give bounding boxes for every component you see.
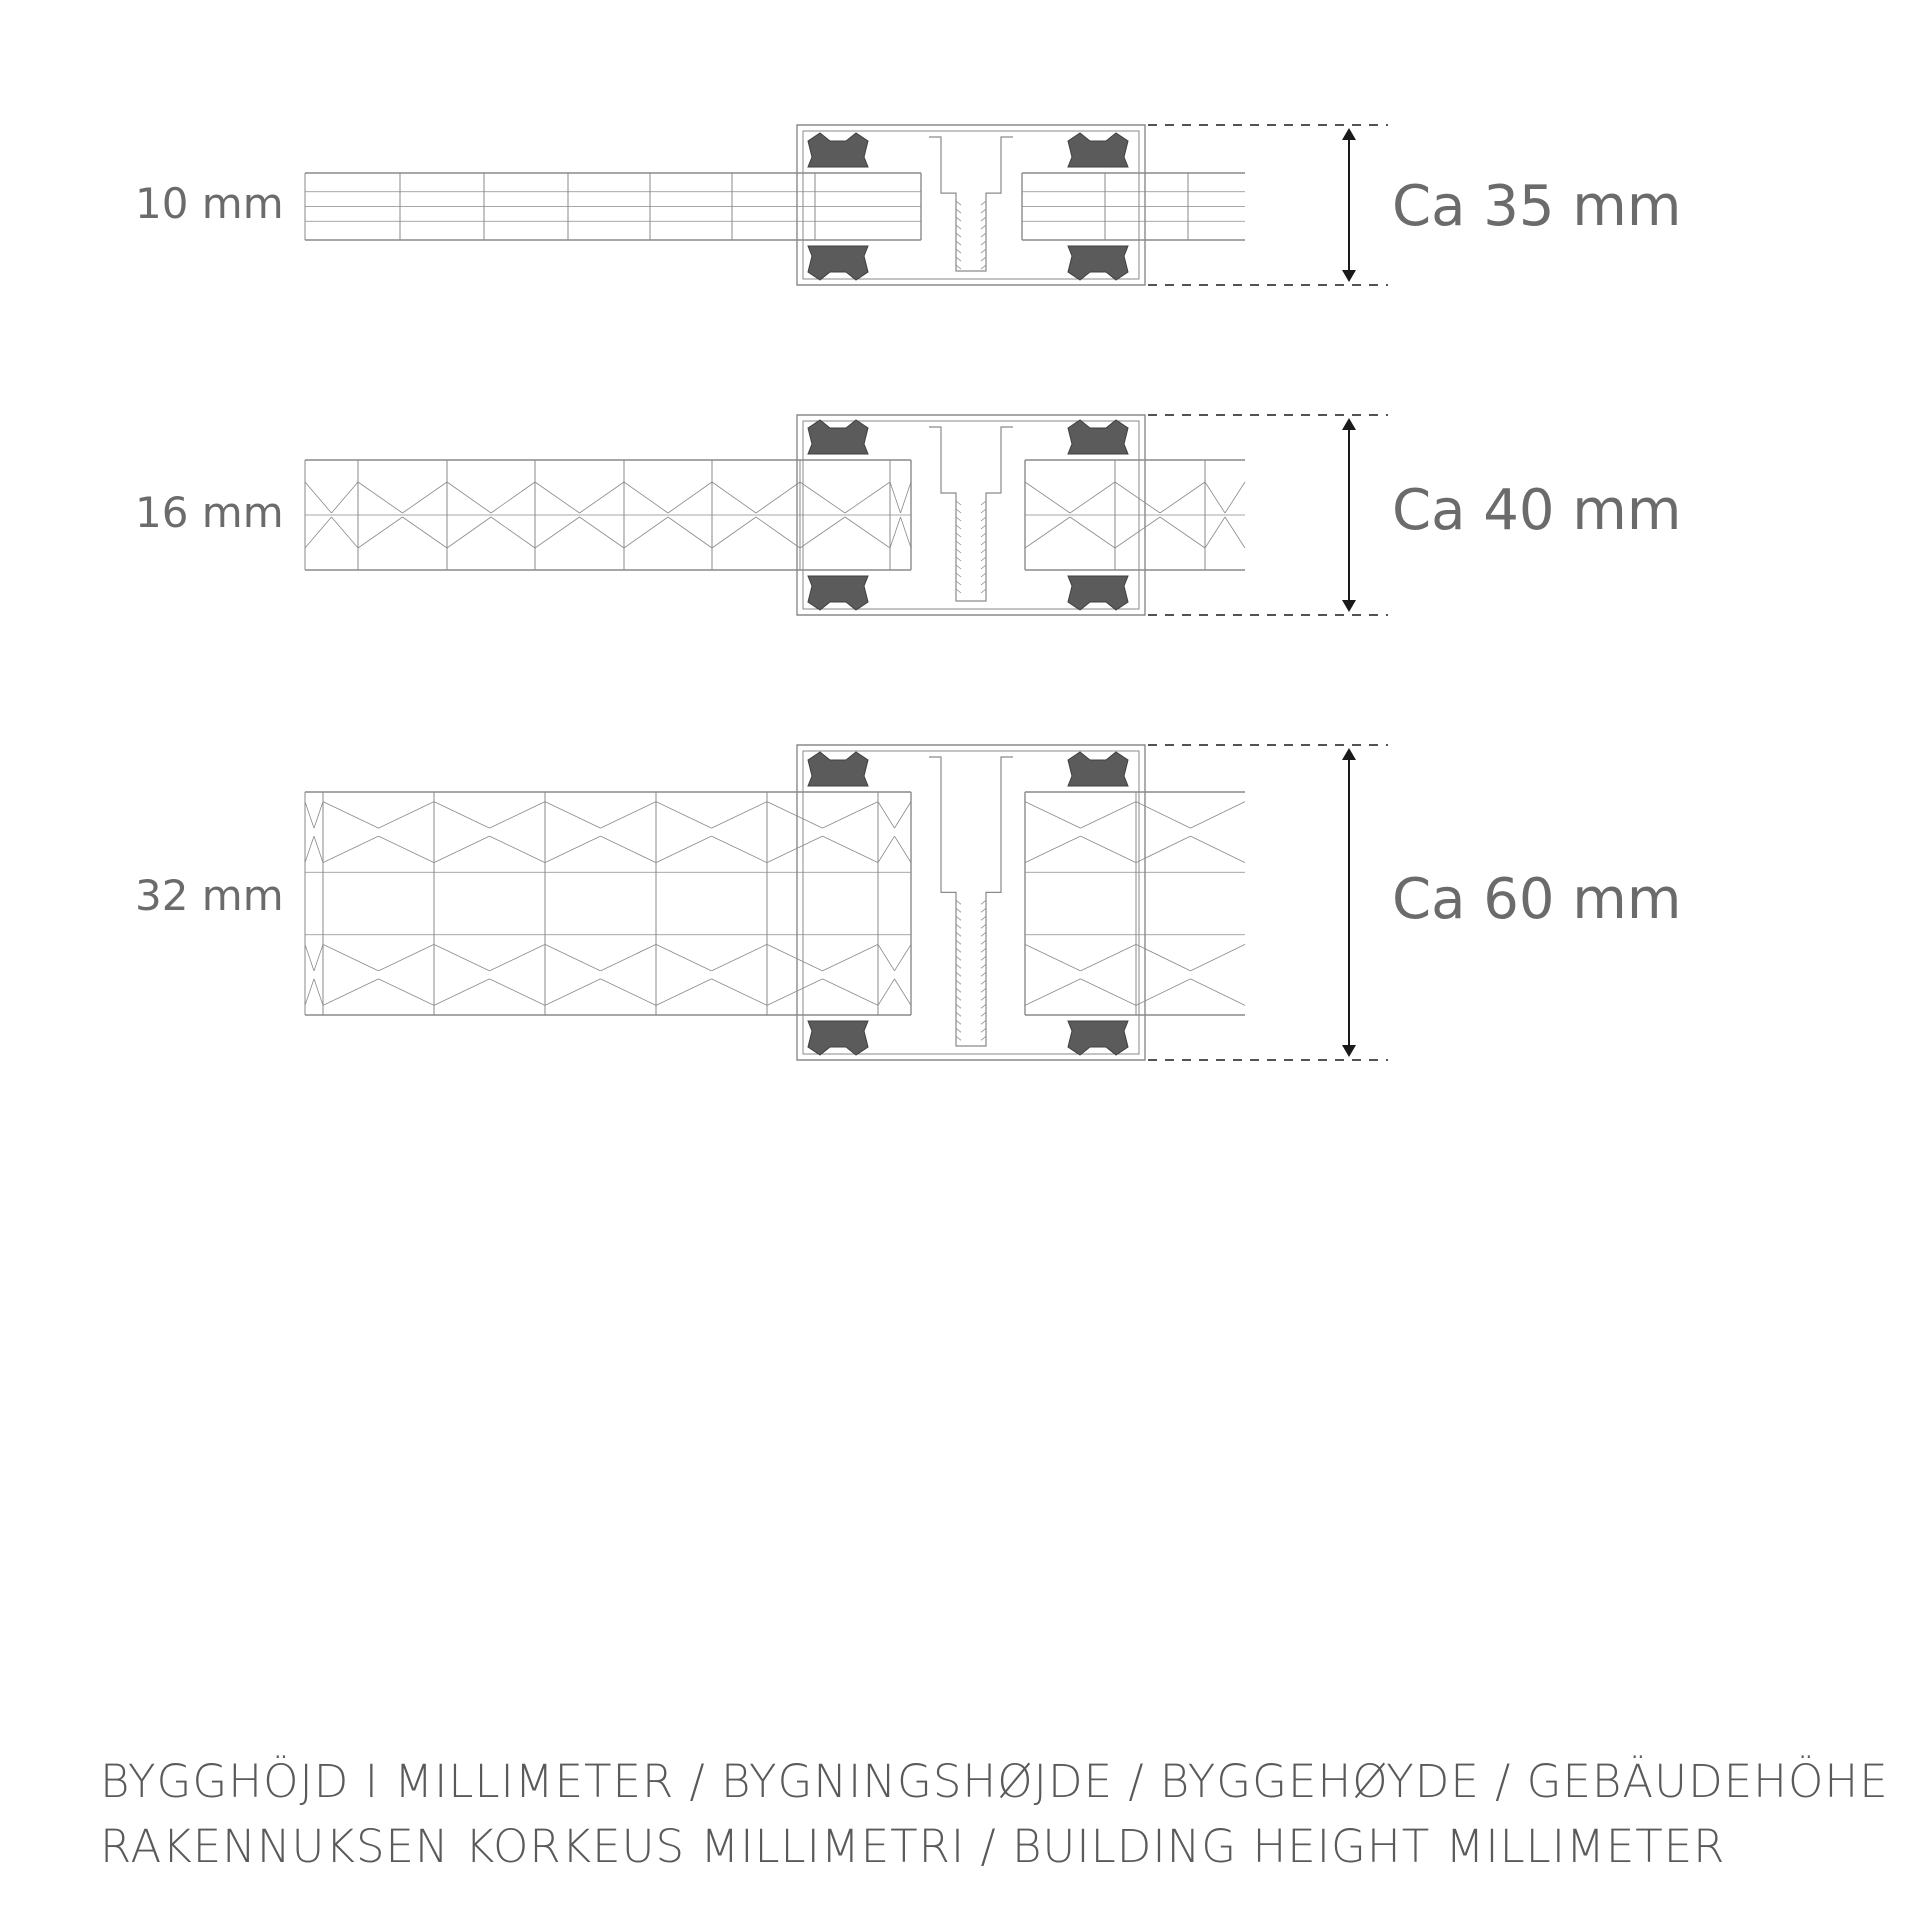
screw-channel [929, 757, 1013, 1046]
panel-truss [601, 979, 657, 1005]
panel-truss [624, 517, 668, 548]
panel-truss [379, 802, 435, 828]
panel-truss [580, 517, 625, 548]
building-height-label: Ca 40 mm [1392, 478, 1682, 543]
panel-truss [878, 979, 895, 1005]
screw-thread [981, 201, 986, 205]
rubber-gasket [808, 246, 868, 280]
panel-truss [1205, 517, 1225, 548]
screw-thread [981, 908, 986, 912]
screw-thread [981, 996, 986, 1000]
panel-truss [314, 836, 323, 862]
screw-thread [956, 1012, 961, 1016]
panel-truss [1081, 802, 1137, 828]
screw-thread [956, 980, 961, 984]
rubber-gasket [1068, 1021, 1128, 1055]
panel-truss [1205, 482, 1225, 513]
screw-thread [981, 209, 986, 213]
screw-thread [956, 916, 961, 920]
panel-truss [434, 836, 490, 862]
screw-thread [981, 265, 986, 269]
polycarbonate-panel-left [305, 173, 921, 240]
panel-truss [1136, 802, 1191, 828]
screw-thread [956, 501, 961, 505]
panel-truss [447, 517, 491, 548]
panel-truss [490, 979, 546, 1005]
panel-truss [1191, 979, 1246, 1005]
screw-thread [981, 517, 986, 521]
panel-thickness-label: 10 mm [135, 179, 284, 228]
rubber-gasket [1068, 752, 1128, 786]
arrow-head-down [1342, 600, 1356, 612]
rubber-gasket [1068, 576, 1128, 610]
screw-thread [956, 549, 961, 553]
screw-thread [981, 525, 986, 529]
screw-thread [956, 201, 961, 205]
panel-truss [305, 802, 314, 828]
arrow-head-down [1342, 1045, 1356, 1057]
screw-thread [956, 265, 961, 269]
rubber-gasket [808, 420, 868, 454]
panel-truss [767, 944, 823, 970]
building-height-label: Ca 60 mm [1392, 867, 1682, 932]
screw-thread [981, 257, 986, 261]
panel-truss [1115, 517, 1160, 548]
panel-truss [823, 836, 879, 862]
rubber-gasket [808, 133, 868, 167]
panel-truss [800, 517, 845, 548]
screw-thread [956, 525, 961, 529]
panel-truss [1081, 836, 1137, 862]
panel-truss [323, 979, 379, 1005]
panel-truss [712, 482, 756, 513]
profile-row-16mm [135, 478, 1681, 543]
panel-truss [668, 482, 712, 513]
arrow-head-down [1342, 270, 1356, 282]
panel-truss [712, 836, 768, 862]
screw-thread [981, 509, 986, 513]
polycarbonate-panel-right [1025, 460, 1245, 570]
panel-truss [656, 979, 712, 1005]
panel-truss [767, 979, 823, 1005]
panel-truss [800, 482, 845, 513]
panel-truss [1025, 836, 1081, 862]
building-height-label: Ca 35 mm [1392, 174, 1682, 239]
screw-thread [981, 932, 986, 936]
screw-thread [956, 940, 961, 944]
screw-thread [956, 972, 961, 976]
screw-thread [956, 509, 961, 513]
screw-thread [981, 581, 986, 585]
screw-thread [981, 972, 986, 976]
panel-truss [1025, 802, 1081, 828]
screw-thread [981, 1012, 986, 1016]
panel-truss [890, 482, 901, 513]
panel-truss [656, 836, 712, 862]
panel-truss [332, 482, 359, 513]
panel-truss [358, 517, 403, 548]
polycarbonate-panel-right [1022, 173, 1245, 240]
panel-truss [756, 517, 800, 548]
screw-thread [956, 565, 961, 569]
screw-channel [929, 427, 1013, 601]
polycarbonate-panel-left [305, 792, 911, 1015]
screw-thread [981, 501, 986, 505]
panel-truss [845, 482, 890, 513]
panel-truss [305, 944, 314, 970]
screw-thread [956, 988, 961, 992]
panel-truss [1070, 482, 1115, 513]
panel-truss [624, 482, 668, 513]
screw-thread [981, 549, 986, 553]
rubber-gasket [808, 576, 868, 610]
dimension-marker [1148, 125, 1388, 285]
panel-truss [1160, 517, 1205, 548]
screw-thread [981, 589, 986, 593]
panel-truss [712, 944, 768, 970]
panel-truss [890, 517, 901, 548]
panel-truss [358, 482, 403, 513]
panel-truss [601, 944, 657, 970]
panel-truss [545, 979, 601, 1005]
panel-truss [895, 836, 912, 862]
screw-thread [956, 996, 961, 1000]
screw-thread [981, 964, 986, 968]
panel-truss [379, 944, 435, 970]
rubber-gasket [1068, 133, 1128, 167]
profile-inner-outline [803, 751, 1139, 1054]
panel-truss [434, 802, 490, 828]
screw-thread [956, 900, 961, 904]
panel-truss [403, 482, 448, 513]
panel-truss [1191, 944, 1246, 970]
panel-truss [901, 517, 912, 548]
screw-thread [956, 1020, 961, 1024]
arrow-head-up [1342, 418, 1356, 430]
panel-truss [332, 517, 359, 548]
panel-truss [490, 802, 546, 828]
screw-thread [981, 1004, 986, 1008]
panel-thickness-label: 16 mm [135, 488, 284, 537]
panel-truss [895, 979, 912, 1005]
panel-truss [305, 482, 332, 513]
screw-thread [956, 257, 961, 261]
panel-truss [1225, 517, 1245, 548]
screw-thread [981, 956, 986, 960]
profile-row-32mm [135, 867, 1681, 932]
rubber-gasket [1068, 246, 1128, 280]
screw-thread [981, 1028, 986, 1032]
screw-thread [956, 1028, 961, 1032]
screw-thread [981, 916, 986, 920]
panel-truss [379, 836, 435, 862]
screw-thread [981, 924, 986, 928]
panel-truss [601, 802, 657, 828]
panel-truss [1025, 944, 1081, 970]
screw-thread [981, 573, 986, 577]
screw-thread [981, 565, 986, 569]
screw-thread [956, 964, 961, 968]
panel-truss [767, 802, 823, 828]
panel-truss [1191, 836, 1246, 862]
caption-line-2: RAKENNUKSEN KORKEUS MILLIMETRI / BUILDING HEIGHT MILLIMETER [100, 1820, 1726, 1873]
panel-truss [756, 482, 800, 513]
panel-truss [314, 944, 323, 970]
arrow-head-up [1342, 128, 1356, 140]
arrow-head-up [1342, 748, 1356, 760]
panel-truss [580, 482, 625, 513]
panel-truss [1225, 482, 1245, 513]
screw-thread [981, 988, 986, 992]
rubber-gasket [808, 1021, 868, 1055]
screw-thread [981, 557, 986, 561]
screw-thread [981, 1036, 986, 1040]
profile-assembly [305, 745, 1388, 1060]
panel-truss [845, 517, 890, 548]
panel-truss [545, 802, 601, 828]
profile-assembly [305, 125, 1388, 285]
panel-truss [305, 979, 314, 1005]
rubber-gasket [1068, 420, 1128, 454]
screw-thread [956, 517, 961, 521]
screw-thread [956, 557, 961, 561]
panel-truss [823, 944, 879, 970]
panel-truss [601, 836, 657, 862]
screw-thread [956, 541, 961, 545]
screw-thread [981, 241, 986, 245]
panel-truss [323, 802, 379, 828]
panel-truss [895, 944, 912, 970]
screw-thread [956, 209, 961, 213]
screw-thread [956, 581, 961, 585]
panel-truss [767, 836, 823, 862]
panel-truss [1191, 802, 1246, 828]
panel-truss [403, 517, 448, 548]
screw-thread [956, 1036, 961, 1040]
panel-truss [878, 802, 895, 828]
screw-thread [956, 217, 961, 221]
panel-truss [305, 517, 332, 548]
screw-thread [981, 541, 986, 545]
panel-truss [823, 802, 879, 828]
panel-truss [1070, 517, 1115, 548]
panel-truss [823, 979, 879, 1005]
screw-thread [956, 924, 961, 928]
screw-thread [956, 249, 961, 253]
panel-truss [668, 517, 712, 548]
screw-thread [981, 249, 986, 253]
panel-truss [1081, 944, 1137, 970]
screw-thread [981, 233, 986, 237]
panel-truss [314, 979, 323, 1005]
screw-thread [981, 225, 986, 229]
panel-truss [878, 944, 895, 970]
screw-thread [981, 940, 986, 944]
panel-truss [447, 482, 491, 513]
screw-thread [981, 217, 986, 221]
panel-truss [1160, 482, 1205, 513]
panel-truss [545, 836, 601, 862]
polycarbonate-panel-left [305, 460, 911, 570]
screw-thread [956, 932, 961, 936]
panel-truss [656, 802, 712, 828]
screw-thread [981, 980, 986, 984]
screw-thread [956, 948, 961, 952]
panel-truss [712, 802, 768, 828]
profile-assembly [305, 415, 1388, 615]
panel-truss [491, 482, 535, 513]
panel-truss [901, 482, 912, 513]
screw-thread [981, 533, 986, 537]
panel-truss [1025, 517, 1070, 548]
panel-truss [491, 517, 535, 548]
aluminium-profile [797, 125, 1145, 285]
panel-truss [535, 482, 580, 513]
panel-truss [712, 517, 756, 548]
panel-truss [656, 944, 712, 970]
panel-truss [1136, 836, 1191, 862]
panel-truss [323, 836, 379, 862]
panel-truss [712, 979, 768, 1005]
screw-thread [956, 1004, 961, 1008]
panel-truss [1025, 979, 1081, 1005]
screw-thread [956, 573, 961, 577]
screw-thread [956, 225, 961, 229]
panel-truss [1081, 979, 1137, 1005]
panel-truss [878, 836, 895, 862]
screw-thread [981, 1020, 986, 1024]
panel-truss [545, 944, 601, 970]
panel-truss [323, 944, 379, 970]
panel-truss [379, 979, 435, 1005]
panel-truss [490, 836, 546, 862]
panel-truss [434, 979, 490, 1005]
panel-truss [1025, 482, 1070, 513]
screw-channel [929, 137, 1013, 271]
polycarbonate-panel-right [1025, 792, 1245, 1015]
screw-thread [956, 956, 961, 960]
panel-truss [314, 802, 323, 828]
panel-truss [1136, 944, 1191, 970]
screw-thread [956, 908, 961, 912]
screw-thread [956, 233, 961, 237]
screw-thread [956, 533, 961, 537]
panel-truss [895, 802, 912, 828]
caption-line-1: BYGGHÖJD I MILLIMETER / BYGNINGSHØJDE / BYGGEHØYDE / GEBÄUDEHÖHE [100, 1755, 1889, 1808]
panel-truss [490, 944, 546, 970]
screw-thread [981, 900, 986, 904]
panel-truss [434, 944, 490, 970]
screw-thread [956, 589, 961, 593]
panel-truss [305, 836, 314, 862]
panel-truss [1136, 979, 1191, 1005]
panel-thickness-label: 32 mm [135, 871, 284, 920]
screw-thread [981, 948, 986, 952]
screw-thread [956, 241, 961, 245]
cross-section-drawings [305, 125, 1388, 1060]
rubber-gasket [808, 752, 868, 786]
panel-truss [1115, 482, 1160, 513]
panel-truss [535, 517, 580, 548]
